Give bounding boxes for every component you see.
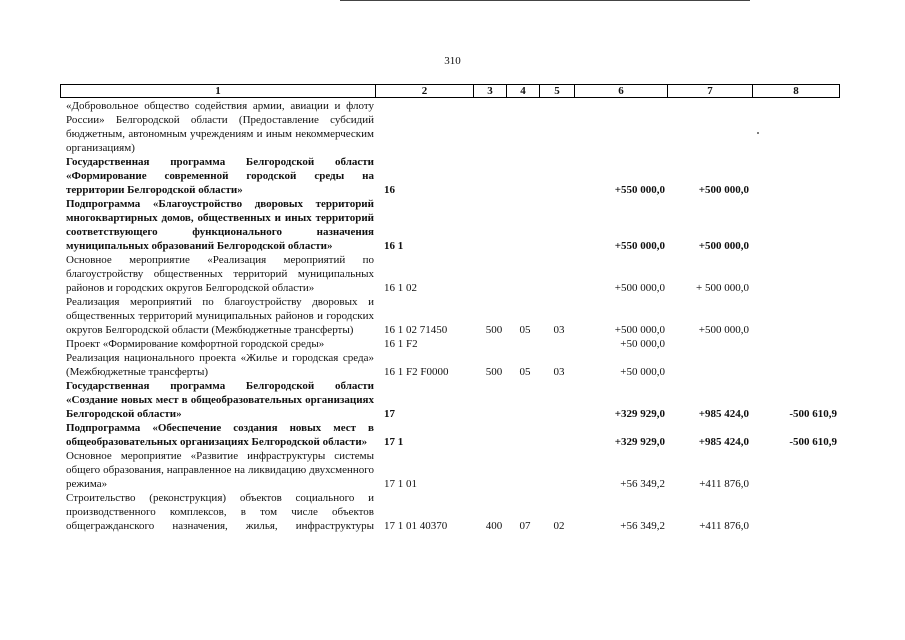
header-col-5: 5: [539, 84, 575, 98]
row-description: Подпрограмма «Благоустройство дворовых территорий многоквартирных домов, общественных и иных территорий соответствующего функционального назначения муниципальных образований Белгородской области»: [66, 198, 374, 252]
row-description: Строительство (реконструкция) объектов социального и производственного комплексов, в том числе объектов общегражданского назначения, жилья, инфраструктуры: [66, 492, 374, 532]
row-description: Основное мероприятие «Развитие инфраструктуры системы общего образования, направленное на ликвидацию двухсменного режима»: [66, 450, 374, 490]
table-header: [60, 84, 840, 98]
row-value-col6: +329 929,0: [614, 408, 665, 420]
row-value-col6: +56 349,2: [620, 520, 665, 532]
row-value-col4: 07: [519, 520, 531, 532]
row-value-col6: +500 000,0: [614, 324, 665, 336]
row-value-col7: +500 000,0: [698, 324, 749, 336]
table-row: [0, 449, 905, 491]
row-description: «Добровольное общество содействия армии, авиации и флоту России» Белгородской области (Предоставление субсидий бюджетным, автономным учреждениям и иным некоммерческим организациям): [66, 100, 374, 154]
table-row: [0, 295, 905, 337]
row-value-col3: 500: [485, 324, 503, 336]
top-rule: [340, 0, 750, 1]
row-value-col6: +56 349,2: [620, 478, 665, 490]
header-col-2: 2: [375, 84, 474, 98]
row-value-col8: -500 610,9: [789, 436, 837, 448]
row-value-col3: 400: [485, 520, 503, 532]
table-row: [0, 155, 905, 197]
table-row: [0, 379, 905, 421]
row-value-col7: +500 000,0: [698, 184, 749, 196]
table-row: [0, 197, 905, 253]
table-row: [0, 337, 905, 351]
header-col-8: 8: [752, 84, 840, 98]
row-value-col8: -500 610,9: [789, 408, 837, 420]
row-description: Реализация национального проекта «Жилье и городская среда» (Межбюджетные трансферты): [66, 352, 374, 378]
row-value-col7: +985 424,0: [698, 436, 749, 448]
row-code: 16 1 F2 F0000: [384, 366, 449, 378]
row-description: Основное мероприятие «Реализация мероприятий по благоустройству общественных территорий муниципальных районов и городских округов Белгородской области»: [66, 254, 374, 294]
row-value-col7: +500 000,0: [698, 240, 749, 252]
row-code: 16 1 F2: [384, 338, 418, 350]
row-value-col6: +500 000,0: [614, 282, 665, 294]
row-value-col6: +50 000,0: [620, 366, 665, 378]
page-number: 310: [444, 55, 461, 67]
row-code: 17 1: [384, 436, 404, 448]
row-value-col4: 05: [519, 366, 531, 378]
row-code: 17 1 01 40370: [384, 520, 448, 532]
row-code: 17: [384, 408, 395, 420]
row-value-col7: +985 424,0: [698, 408, 749, 420]
row-value-col6: +550 000,0: [614, 184, 665, 196]
table-row: [0, 253, 905, 295]
row-code: 16: [384, 184, 395, 196]
header-col-4: 4: [506, 84, 540, 98]
row-value-col3: 500: [485, 366, 503, 378]
row-value-col5: 03: [553, 324, 565, 336]
row-code: 16 1 02: [384, 282, 417, 294]
header-col-6: 6: [574, 84, 668, 98]
row-value-col7: +411 876,0: [699, 520, 749, 532]
row-code: 16 1 02 71450: [384, 324, 448, 336]
header-col-7: 7: [667, 84, 753, 98]
row-value-col6: +550 000,0: [614, 240, 665, 252]
row-description: Проект «Формирование комфортной городской среды»: [66, 338, 325, 350]
row-description: Реализация мероприятий по благоустройству дворовых и общественных территорий муниципальных районов и городских округов Белгородской области (Межбюджетные трансферты): [66, 296, 374, 336]
row-description: Государственная программа Белгородской области «Формирование современной городской среды на территории Белгородской области»: [66, 156, 374, 196]
header-col-3: 3: [473, 84, 507, 98]
table-row: [0, 99, 905, 155]
table-row: [0, 351, 905, 379]
row-value-col7: +411 876,0: [699, 478, 749, 490]
row-code: 16 1: [384, 240, 404, 252]
row-value-col4: 05: [519, 324, 531, 336]
row-value-col5: 03: [553, 366, 565, 378]
header-col-1: 1: [60, 84, 376, 98]
row-description: Подпрограмма «Обеспечение создания новых мест в общеобразовательных организациях Белгородской области»: [66, 422, 374, 448]
row-description: Государственная программа Белгородской области «Создание новых мест в общеобразовательных организациях Белгородской области»: [66, 380, 374, 420]
row-value-col6: +50 000,0: [620, 338, 665, 350]
table-row: [0, 421, 905, 449]
table-row: [0, 491, 905, 533]
row-value-col7: + 500 000,0: [696, 282, 749, 294]
row-value-col6: +329 929,0: [614, 436, 665, 448]
row-code: 17 1 01: [384, 478, 417, 490]
row-value-col5: 02: [553, 520, 565, 532]
table-body: [0, 99, 905, 533]
